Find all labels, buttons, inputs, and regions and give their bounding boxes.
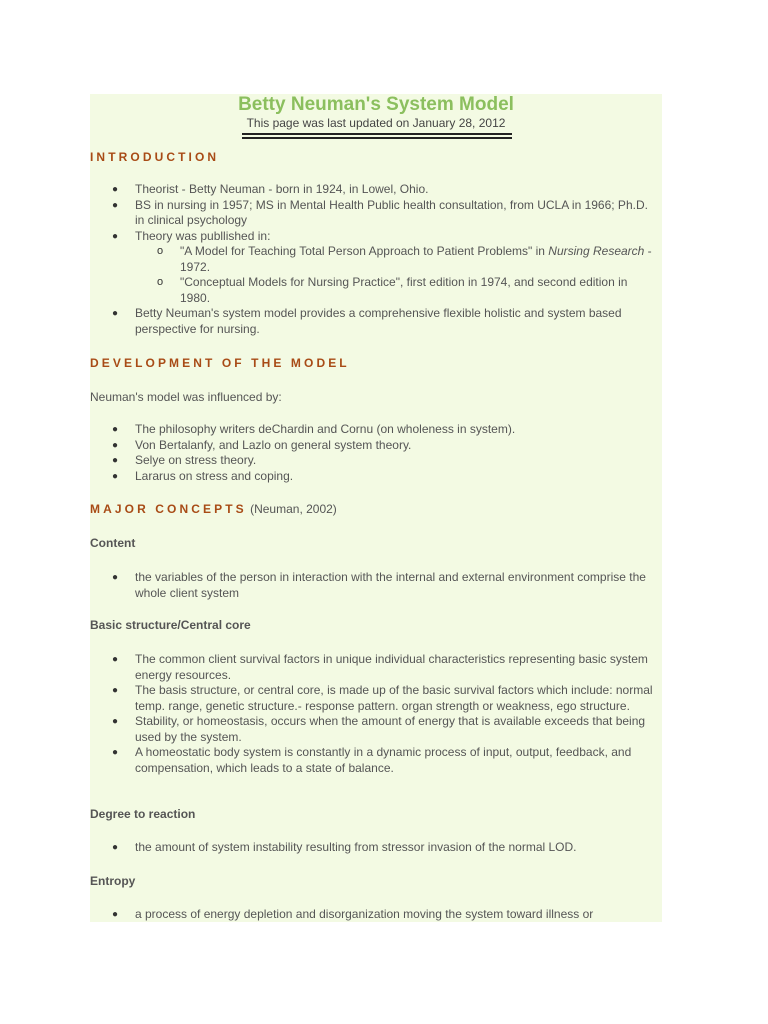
bullet-icon: ●	[112, 230, 119, 242]
heading-development: DEVELOPMENT OF THE MODEL	[90, 356, 350, 370]
list-item: ● BS in nursing in 1957; MS in Mental Health Public health consultation, from UCLA in 1966; Ph.D. in clinical psychology	[112, 197, 648, 227]
list-item: o "A Model for Teaching Total Person Approach to Patient Problems" in Nursing Research - 1972.	[157, 244, 652, 274]
bullet-icon: ●	[112, 470, 119, 482]
list-item: ● Theory was publlished in: o "A Model for Teaching Total Person Approach to Patient Problems" in Nursing Research - 1972. o "Conceptual Models for Nursing Practice", first edition in 1974, and second edition in 1980.	[90, 229, 655, 307]
bullet-icon: ●	[112, 424, 119, 435]
list-item: ● Betty Neuman's system model provides a comprehensive flexible holistic and system based perspective for nursing.	[112, 306, 622, 336]
introduction-list	[90, 182, 655, 337]
bullet-icon: ●	[112, 184, 119, 195]
subheading-degree-to-reaction: Degree to reaction	[90, 807, 196, 821]
bullet-icon: ●	[112, 455, 119, 466]
bullet-icon: ●	[112, 842, 119, 853]
subheading-basic-structure: Basic structure/Central core	[90, 618, 251, 632]
list-item: ● a process of energy depletion and disorganization moving the system toward illness or	[112, 907, 594, 921]
list-item: ● A homeostatic body system is constantly in a dynamic process of input, output, feedback, and compensation, which leads to a state of balance.	[112, 745, 632, 775]
page-title: Betty Neuman's System Model	[238, 94, 514, 115]
list-item: o "Conceptual Models for Nursing Practice", first edition in 1974, and second edition in 1980.	[157, 275, 628, 305]
list-item: ● The common client survival factors in unique individual characteristics representing basic system energy resources.	[112, 652, 648, 682]
subheading-entropy: Entropy	[90, 874, 136, 888]
bullet-icon: ●	[112, 747, 119, 758]
publications-list	[135, 244, 655, 306]
bullet-icon: ●	[112, 685, 119, 696]
bullet-icon: ●	[112, 572, 119, 583]
last-updated-line: This page was last updated on January 28, 2012	[246, 116, 506, 130]
heading-introduction: INTRODUCTION	[90, 150, 220, 164]
bullet-icon: ●	[112, 716, 119, 727]
list-item: ● The basis structure, or central core, is made up of the basic survival factors which include: normal temp. range, genetic structure.- response pattern. organ strength or weakness, ego structure.	[112, 683, 653, 713]
bullet-icon: ●	[112, 909, 119, 920]
bullet-icon: ●	[112, 199, 119, 211]
bullet-icon: ●	[112, 654, 119, 665]
bullet-icon: ●	[112, 439, 119, 451]
title-divider-top	[242, 133, 512, 135]
list-item: ● The philosophy writers deChardin and Cornu (on wholeness in system).	[112, 422, 516, 436]
circle-bullet-icon: o	[157, 276, 164, 288]
document-panel	[90, 94, 662, 922]
degree-to-reaction-list	[90, 840, 655, 856]
subheading-content: Content	[90, 536, 136, 550]
bullet-icon: ●	[112, 308, 119, 319]
list-item: ● Selye on stress theory.	[112, 453, 257, 467]
title-divider-bottom	[242, 137, 512, 139]
development-list	[90, 422, 655, 484]
list-item: ● the variables of the person in interaction with the internal and external environment comprise the whole client system	[112, 570, 646, 600]
list-item: ● Lararus on stress and coping.	[112, 468, 294, 483]
list-item: ● Von Bertalanfy, and Lazlo on general system theory.	[112, 437, 412, 452]
circle-bullet-icon: o	[157, 245, 164, 257]
development-intro: Neuman's model was influenced by:	[90, 390, 282, 404]
entropy-list	[90, 907, 655, 922]
list-item: ● Stability, or homeostasis, occurs when the amount of energy that is available exceeds that being used by the system.	[112, 714, 646, 744]
content-list	[90, 570, 655, 601]
basic-structure-list	[90, 652, 655, 776]
list-item: ● Theorist - Betty Neuman - born in 1924, in Lowel, Ohio.	[112, 182, 429, 196]
heading-major-concepts: MAJOR CONCEPTS (Neuman, 2002)	[90, 502, 337, 516]
list-item: ● the amount of system instability resulting from stressor invasion of the normal LOD.	[112, 840, 577, 854]
citation: (Neuman, 2002)	[246, 502, 337, 516]
